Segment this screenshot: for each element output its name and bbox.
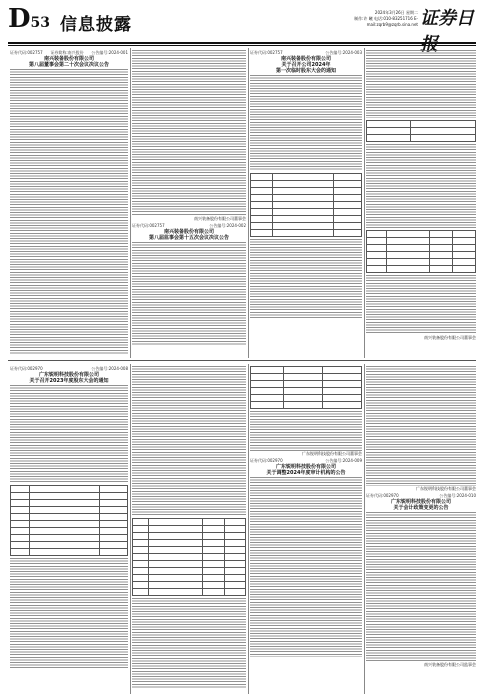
agenda-table [10, 485, 128, 556]
signature: 广东锐明科技股份有限公司董事会 [302, 451, 362, 456]
fee-notes [250, 411, 362, 451]
stock-code: 证券代码:002757 [132, 223, 165, 228]
notice-6-region [366, 366, 476, 694]
date-text: 2024年3月26日 星期二 [374, 10, 418, 15]
company-name: 广东锐明科技股份有限公司 [275, 464, 336, 470]
notice-title-line1: 关于召开公司2024年 [281, 62, 331, 68]
company-name: 南兴装备股份有限公司 [43, 56, 94, 62]
notice-title-line2: 第一次临时股东大会的通知 [275, 68, 336, 74]
page-letter: D [8, 4, 31, 34]
notice-5-header [250, 458, 362, 463]
notice-number: 公告编号:2024-010 [439, 493, 476, 498]
notice-number: 公告编号:2024-001 [91, 50, 128, 55]
notice-3-body [250, 75, 362, 171]
notice-2-body [132, 242, 246, 346]
notice-4 [10, 366, 128, 694]
section-title: 信息披露 [60, 15, 132, 35]
notice-1-header [10, 50, 128, 55]
company-name: 南兴装备股份有限公司 [163, 229, 214, 235]
appendix-text-2 [366, 144, 476, 228]
masthead [8, 4, 476, 42]
proposal-table [250, 173, 362, 237]
masthead-rule-thin [8, 45, 476, 46]
stock-code: 证券代码:002970 [250, 458, 283, 463]
ballot-table [132, 518, 246, 596]
notice-number: 公告编号:2024-003 [325, 50, 362, 55]
notice-1 [10, 50, 128, 356]
notice-6-header [366, 493, 476, 498]
notice-4-continued [132, 366, 246, 694]
signature: 南兴装备股份有限公司监事会 [424, 662, 476, 667]
notice-5-region [250, 366, 362, 694]
notice-1-body [10, 69, 128, 354]
notice-5-continued [366, 366, 476, 486]
notice-4-title [10, 372, 128, 384]
signature: 南兴装备股份有限公司董事会 [194, 216, 246, 221]
notice-title: 关于调整2024年度审计机构的公告 [266, 470, 346, 476]
newspaper-logo: 证券日 [420, 8, 474, 29]
notice-6-title [366, 499, 476, 511]
column-divider [364, 364, 365, 694]
notice-3-body-cont [250, 239, 362, 319]
column-divider [130, 48, 131, 358]
masthead-rule [8, 42, 476, 44]
company-name: 广东锐明科技股份有限公司 [38, 372, 99, 378]
notice-2-header [132, 223, 246, 228]
band-divider [8, 360, 476, 361]
notice-4-body [10, 385, 128, 483]
notice-4-continued-text-2 [132, 598, 246, 688]
page-code [8, 6, 50, 32]
notice-title: 第八届董事会第二十次会议决议公告 [28, 62, 109, 68]
notice-4-body-cont [10, 558, 128, 670]
notice-5-title [250, 464, 362, 476]
appendix-text-3 [366, 275, 476, 335]
notice-number: 公告编号:2024-008 [91, 366, 128, 371]
stock-short-name: 证券简称:南兴股份 [50, 50, 84, 55]
notice-3-appendix [366, 50, 476, 356]
signature: 广东锐明科技股份有限公司董事会 [416, 486, 476, 491]
appendix-text [366, 50, 476, 118]
vote-table [366, 230, 476, 273]
authorization-table [366, 120, 476, 142]
stock-code: 证券代码:002757 [250, 50, 283, 55]
stock-code: 证券代码:002970 [366, 493, 399, 498]
fee-table [250, 366, 362, 409]
notice-1-title [10, 56, 128, 68]
column-divider [364, 48, 365, 358]
notice-3-title [250, 56, 362, 74]
column-2-top [132, 50, 246, 356]
notice-number: 公告编号:2024-009 [325, 458, 362, 463]
contact-text: 制作:许 曦 电话:010-83251716 E-mail:zqrb9@zqrb.sina.net [354, 16, 418, 27]
notice-4-header [10, 366, 128, 371]
notice-3 [250, 50, 362, 356]
notice-3-header [250, 50, 362, 55]
notice-title: 第八届监事会第十五次会议决议公告 [148, 235, 229, 241]
notice-4-continued-text [132, 366, 246, 516]
stock-code: 证券代码:002970 [10, 366, 43, 371]
page-number: 53 [30, 15, 51, 31]
column-divider [248, 364, 249, 694]
notice-title: 关于召开2023年度股东大会的通知 [29, 378, 109, 384]
notice-6-body [366, 512, 476, 662]
column-divider [130, 364, 131, 694]
notice-5-body [250, 477, 362, 657]
notice-title: 关于会计政策变更的公告 [393, 505, 449, 511]
stock-code: 证券代码:002757 [10, 50, 43, 55]
column-divider [248, 48, 249, 358]
signature: 南兴装备股份有限公司董事会 [424, 335, 476, 340]
date-line [308, 10, 418, 28]
notice-1-continued [132, 50, 246, 216]
notice-number: 公告编号:2024-002 [209, 223, 246, 228]
company-name: 南兴装备股份有限公司 [280, 56, 331, 62]
company-name: 广东锐明科技股份有限公司 [390, 499, 451, 505]
notice-2-title [132, 229, 246, 241]
